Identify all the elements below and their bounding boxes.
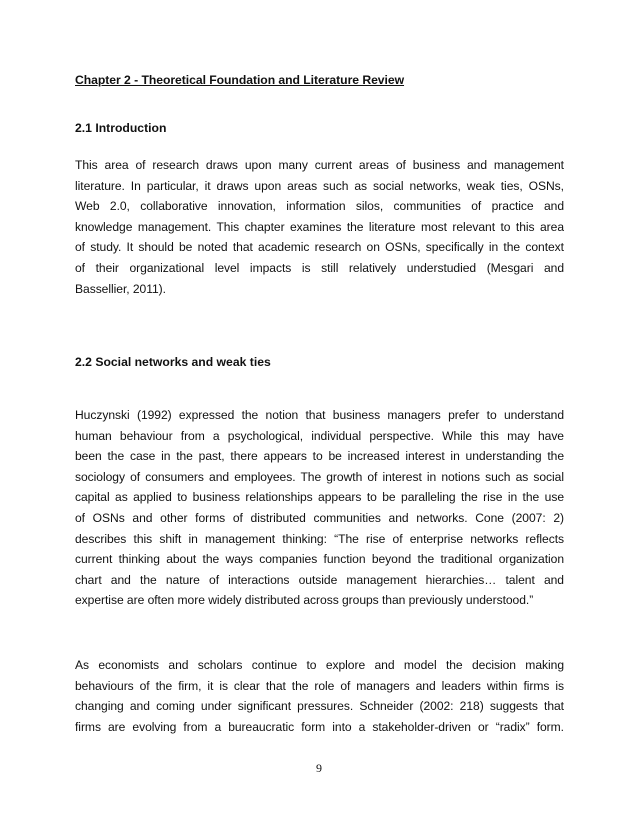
paragraph-introduction (75, 155, 564, 299)
paragraph-line: of their organizational level impacts is still relatively understudied (Mesgari and (75, 260, 564, 275)
section-heading-social-networks: 2.2 Social networks and weak ties (75, 355, 271, 369)
paragraph-line: As economists and scholars continue to explore and model the decision making (75, 658, 564, 672)
paragraph-line: of OSNs and other forms of distributed communities and networks. Cone (2007: 2) (75, 510, 564, 525)
section-heading-introduction: 2.1 Introduction (75, 121, 167, 135)
page-number: 9 (316, 761, 322, 775)
paragraph-line: human behaviour from a psychological, individual perspective. While this may have (75, 428, 564, 443)
paragraph-line: chart and the nature of interactions outside management hierarchies… talent and (75, 572, 564, 587)
paragraph-line: knowledge management. This chapter examines the literature most relevant to this area (75, 219, 564, 234)
paragraph-line: changing and coming under significant pressures. Schneider (2002: 218) suggests that (75, 699, 564, 714)
paragraph-line: firms are evolving from a bureaucratic form into a stakeholder-driven or “radix” form. (75, 719, 564, 734)
paragraph-line: behaviours of the firm, it is clear that the role of managers and leaders within firms is (75, 678, 564, 693)
paragraph-line: capital as applied to business relationships appears to be paralleling the rise in the use (75, 490, 564, 505)
paragraph-line: been the case in the past, there appears to be increased interest in understanding the (75, 449, 564, 464)
paragraph-huczynski (75, 405, 564, 611)
paragraph-line: literature. In particular, it draws upon areas such as social networks, weak ties, OSNs, (75, 178, 564, 193)
paragraph-line: Bassellier, 2011). (75, 281, 166, 296)
paragraph-line: expertise are often more widely distributed across groups than previously understood.” (75, 593, 534, 608)
paragraph-line: of study. It should be noted that academic research on OSNs, specifically in the context (75, 240, 564, 255)
paragraph-line: describes this shift in management thinking: “The rise of enterprise networks reflects (75, 531, 564, 546)
paragraph-line: This area of research draws upon many current areas of business and management (75, 158, 564, 172)
paragraph-economists (75, 655, 564, 737)
paragraph-line: current thinking about the ways companies function beyond the traditional organization (75, 552, 564, 567)
chapter-title: Chapter 2 - Theoretical Foundation and Literature Review (75, 73, 405, 87)
paragraph-line: Huczynski (1992) expressed the notion that business managers prefer to understand (75, 408, 564, 422)
paragraph-line: sociology of consumers and employees. The growth of interest in notions such as social (75, 469, 564, 484)
paragraph-line: Web 2.0, collaborative innovation, information silos, communities of practice and (75, 199, 564, 214)
